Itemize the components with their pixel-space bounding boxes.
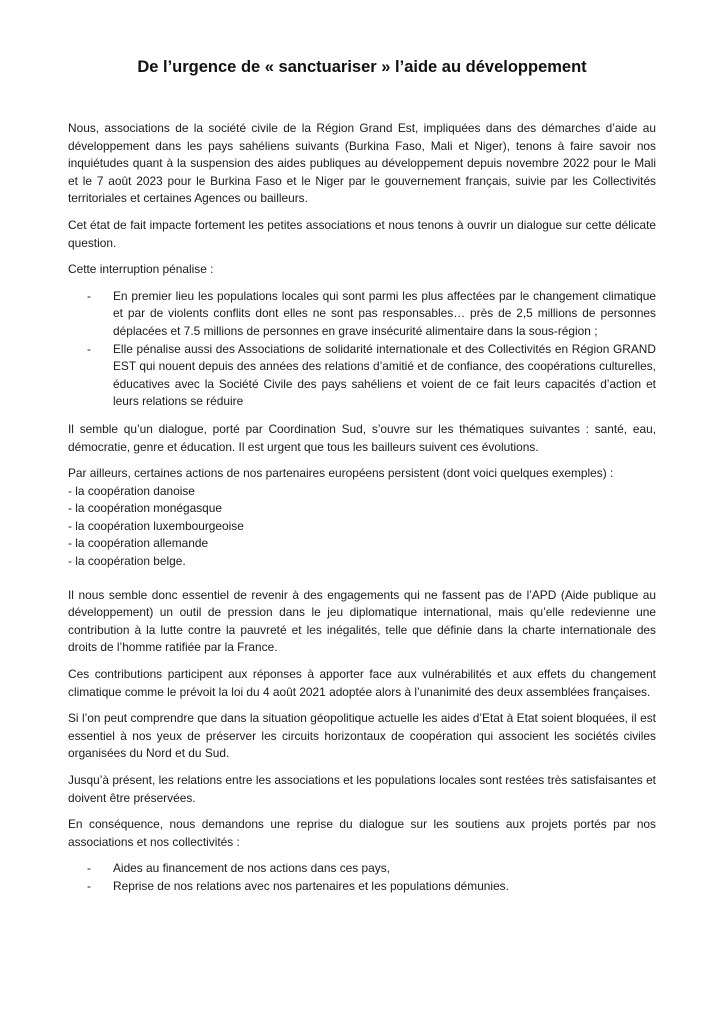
cooperation-list: [68, 483, 656, 571]
list-item: - la coopération monégasque: [68, 501, 223, 516]
list-item: - la coopération luxembourgeoise: [68, 518, 244, 533]
paragraph-partners: Par ailleurs, certaines actions de nos partenaires européens persistent (dont voici quelques exemples) :: [68, 466, 614, 481]
paragraph-impact: Cet état de fait impacte fortement les petites associations et nous tenons à ouvrir un dialogue sur cette délicate question.: [68, 217, 656, 250]
document-body: [68, 120, 656, 906]
document-title: De l’urgence de « sanctuariser » l’aide au développement: [137, 58, 587, 76]
list-dash: -: [87, 878, 91, 893]
paragraph-geopolitics: Si l’on peut comprendre que dans la situation géopolitique actuelle les aides d’Etat à Etat soient bloquées, il est essentiel à nos yeux de préserver les circuits horizontaux de coopération qui associent les sociétés civiles organisées du Nord et du Sud.: [68, 711, 656, 761]
list-dash: -: [87, 861, 91, 876]
list-dash: -: [87, 288, 91, 303]
list-item: [87, 860, 656, 878]
paragraph-apd: Il nous semble donc essentiel de revenir à des engagements qui ne fassent pas de l’APD (Aide publique au développement) un outil de pression dans le jeu diplomatique international, mais qu’elle redevienne une contribution à la lutte contre la pauvreté et les inégalités, telle que définie dans la charte internationale des droits de l’homme ratifiée par la France.: [68, 587, 656, 655]
list-item-text: Aides au financement de nos actions dans ces pays,: [113, 861, 390, 876]
paragraph-penalise-intro: Cette interruption pénalise :: [68, 262, 214, 277]
list-item: [87, 341, 656, 411]
list-item-text: Reprise de nos relations avec nos partenaires et les populations démunies.: [113, 878, 509, 893]
list-item: - la coopération allemande: [68, 536, 209, 551]
list-dash: -: [87, 341, 91, 356]
list-item: [87, 288, 656, 341]
penalise-list: [68, 288, 656, 411]
paragraph-demands: En conséquence, nous demandons une reprise du dialogue sur les soutiens aux projets portés par nos associations et nos collectivités :: [68, 817, 656, 849]
paragraph-relations: Jusqu’à présent, les relations entre les associations et les populations locales sont restées très satisfaisantes et doivent être préservées.: [68, 773, 656, 805]
list-item: - la coopération danoise: [68, 483, 195, 498]
paragraph-dialogue: Il semble qu’un dialogue, porté par Coordination Sud, s’ouvre sur les thématiques suivantes : santé, eau, démocratie, genre et éducation. Il est urgent que tous les bailleurs suivent ces évolutions.: [68, 421, 656, 454]
list-item: - la coopération belge.: [68, 554, 186, 569]
list-item: [87, 878, 656, 896]
intro-paragraph: Nous, associations de la société civile de la Région Grand Est, impliquées dans des démarches d’aide au développement dans les pays sahéliens suivants (Burkina Faso, Mali et Niger), tenons à faire savoir nos inquiétudes quant à la suspension des aides publiques au développement depuis novembre 2022 pour le Mali et le 7 août 2023 pour le Burkina Faso et le Niger par le gouvernement français, suivie par les Collectivités territoriales et certaines Agences ou bailleurs.: [68, 121, 656, 206]
paragraph-contributions: Ces contributions participent aux réponses à apporter face aux vulnérabilités et aux effets du changement climatique comme le prévoit la loi du 4 août 2021 adoptée alors à l’unanimité des deux assemblées françaises.: [68, 667, 656, 699]
list-item-text: Elle pénalise aussi des Associations de solidarité internationale et des Collectivités en Région GRAND EST qui nouent depuis des années des relations d’amitié et de confiance, des coopérations culturelles, éducatives avec la Société Civile des pays sahéliens et voient de ce fait leurs capacités d’action et leurs relations se réduire: [113, 341, 656, 409]
demands-list: [68, 860, 656, 895]
list-item-text: En premier lieu les populations locales qui sont parmi les plus affectées par le changement climatique et par de violents conflits dont elles ne sont pas responsables… près de 2,5 millions de personnes déplacées et 7.5 millions de personnes en grave insécurité alimentaire dans la sous-région ;: [113, 288, 656, 338]
